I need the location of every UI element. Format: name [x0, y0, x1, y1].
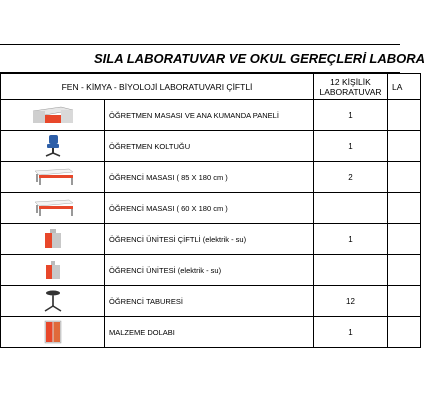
table-row [1, 162, 421, 193]
office-chair-icon [1, 134, 104, 158]
item-image [1, 286, 105, 317]
item-quantity: 12 [314, 286, 388, 317]
next-column-cell [388, 162, 421, 193]
item-name: ÖĞRETMEN MASASI VE ANA KUMANDA PANELİ [105, 100, 314, 131]
table-row [1, 286, 421, 317]
item-name: ÖĞRENCİ ÜNİTESİ (elektrik - su) [105, 255, 314, 286]
item-name: ÖĞRENCİ MASASI ( 85 X 180 cm ) [105, 162, 314, 193]
table-row [1, 100, 421, 131]
table-row [1, 131, 421, 162]
next-column-cell [388, 224, 421, 255]
stool-icon [1, 290, 104, 312]
cabinet-icon [1, 320, 104, 344]
item-name: MALZEME DOLABI [105, 317, 314, 348]
item-image [1, 193, 105, 224]
item-quantity [314, 255, 388, 286]
item-name: ÖĞRENCİ MASASI ( 60 X 180 cm ) [105, 193, 314, 224]
section-header: FEN - KİMYA - BİYOLOJİ LABORATUVARI ÇİFTLİ [1, 74, 314, 100]
next-column-header: LA [388, 74, 421, 100]
item-image [1, 224, 105, 255]
next-column-cell [388, 100, 421, 131]
next-column-cell [388, 193, 421, 224]
double-unit-icon [1, 228, 104, 250]
item-name: ÖĞRENCİ TABURESİ [105, 286, 314, 317]
item-image [1, 255, 105, 286]
table-row [1, 224, 421, 255]
equipment-table [0, 73, 421, 348]
item-name: ÖĞRENCİ ÜNİTESİ ÇİFTLİ (elektrik - su) [105, 224, 314, 255]
title-row [0, 44, 425, 73]
item-quantity: 2 [314, 162, 388, 193]
item-name: ÖĞRETMEN KOLTUĞU [105, 131, 314, 162]
teacher-desk-icon [1, 105, 104, 125]
student-desk-icon [1, 168, 104, 186]
table-row [1, 255, 421, 286]
student-desk-icon [1, 199, 104, 217]
item-image [1, 131, 105, 162]
item-quantity [314, 193, 388, 224]
table-row [1, 193, 421, 224]
item-quantity: 1 [314, 224, 388, 255]
item-image [1, 162, 105, 193]
item-quantity: 1 [314, 317, 388, 348]
item-quantity: 1 [314, 100, 388, 131]
item-image [1, 317, 105, 348]
next-column-cell [388, 286, 421, 317]
next-column-cell [388, 131, 421, 162]
next-column-cell [388, 255, 421, 286]
item-quantity: 1 [314, 131, 388, 162]
count-column-label: 12 KİŞİLİK LABORATUVAR [319, 76, 382, 97]
next-column-cell [388, 317, 421, 348]
sheet-title: SILA LABORATUVAR VE OKUL GEREÇLERİ LABORA [94, 51, 425, 66]
item-image [1, 100, 105, 131]
single-unit-icon [1, 259, 104, 281]
count-column-header [314, 74, 388, 100]
table-row [1, 317, 421, 348]
